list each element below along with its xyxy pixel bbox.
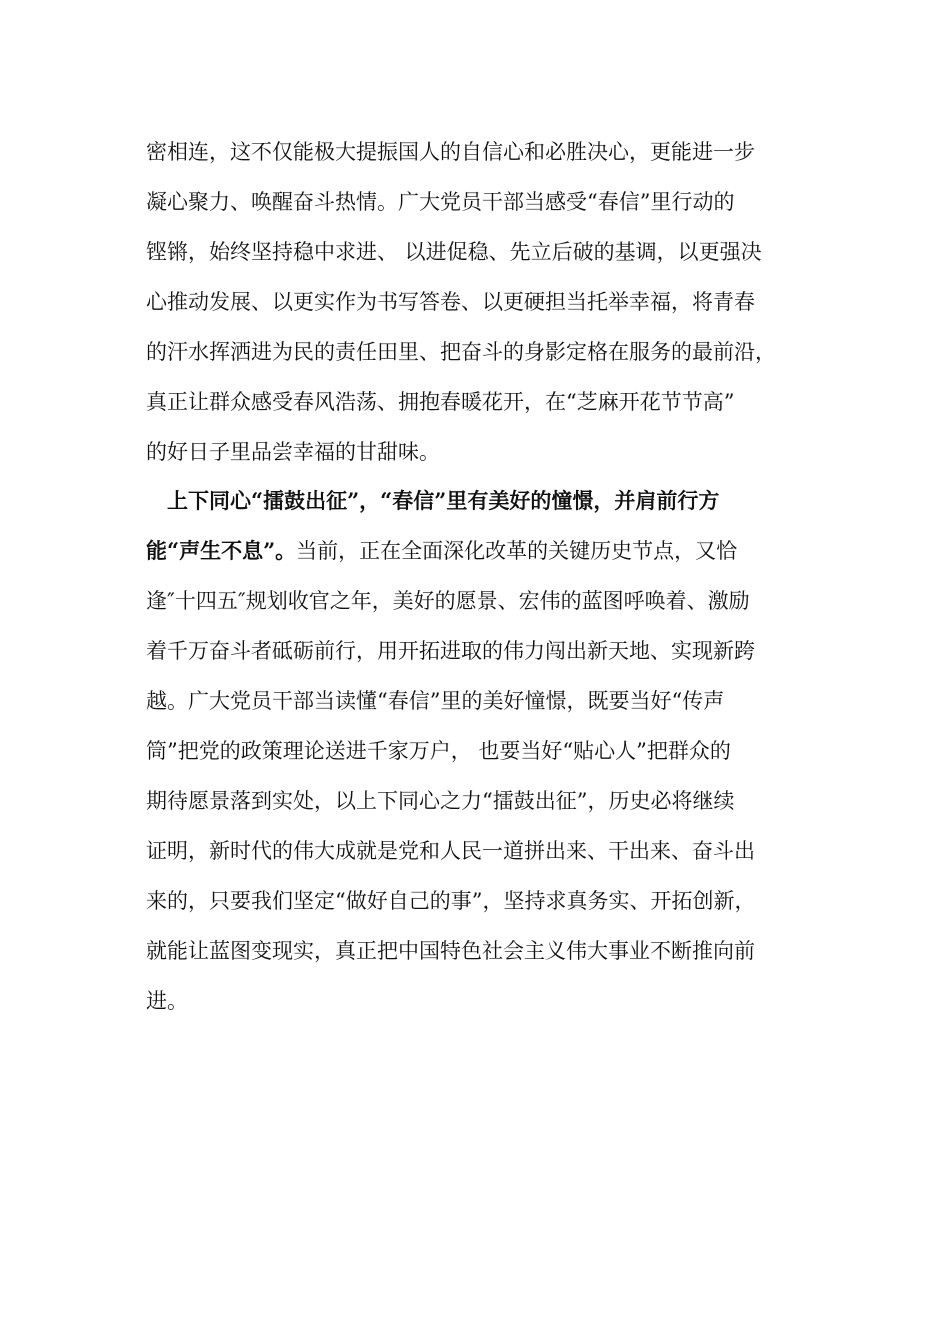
paragraph-1: [146, 127, 816, 477]
paragraph-2-line-4: 着千万奋斗者砥砺前行，用开拓进取的伟力闯出新天地、实现新跨: [146, 639, 755, 663]
paragraph-1-line-1: 密相连，这不仅能极大提振国人的自信心和必胜决心，更能进一步: [146, 140, 755, 164]
paragraph-1-line-4: 心推动发展、以更实作为书写答卷、以更硬担当托举幸福，将青春: [146, 290, 755, 314]
paragraph-2-line-11: 进。: [146, 989, 188, 1013]
paragraph-2-heading-line: 上下同心“擂鼓出征”，“春信”里有美好的憧憬，并肩前行方: [167, 488, 720, 513]
paragraph-1-line-3: 铿锵，始终坚持稳中求进、 以进促稳、先立后破的基调，以更强决: [146, 240, 762, 264]
paragraph-2-line-8: 证明，新时代的伟大成就是党和人民一道拼出来、干出来、奋斗出: [146, 839, 755, 863]
paragraph-2-line-7: 期待愿景落到实处，以上下同心之力“擂鼓出征”，历史必将继续: [146, 789, 735, 813]
paragraph-1-line-5: 的汗水挥洒进为民的责任田里、把奋斗的身影定格在服务的最前沿，: [146, 340, 776, 364]
paragraph-2-heading-end: 能“声生不息”。: [146, 538, 297, 563]
paragraph-2-line-10: 就能让蓝图变现实，真正把中国特色社会主义伟大事业不断推向前: [146, 939, 755, 963]
paragraph-2-line-2: [146, 526, 816, 576]
paragraph-2-line-3: 逢″十四五″规划收官之年，美好的愿景、宏伟的蓝图呼唤着、激励: [146, 589, 750, 613]
paragraph-2-line-9: 来的，只要我们坚定“做好自己的事”，坚持求真务实、开拓创新，: [146, 889, 756, 913]
paragraph-2-line-5: 越。广大党员干部当读懂“春信”里的美好憧憬，既要当好“传声: [146, 689, 725, 713]
paragraph-1-line-2: 凝心聚力、唤醒奋斗热情。广大党员干部当感受“春信”里行动的: [146, 190, 735, 214]
paragraph-2: [146, 476, 816, 1026]
paragraph-2-line-2-text: 当前，正在全面深化改革的关键历史节点，又恰: [296, 539, 738, 563]
paragraph-1-line-6: 真正让群众感受春风浩荡、拥抱春暖花开，在“芝麻开花节节高”: [146, 390, 735, 414]
paragraph-2-line-6: 筒”把党的政策理论送进千家万户， 也要当好“贴心人”把群众的: [146, 739, 731, 763]
paragraph-1-line-7: 的好日子里品尝幸福的甘甜味。: [146, 440, 440, 464]
